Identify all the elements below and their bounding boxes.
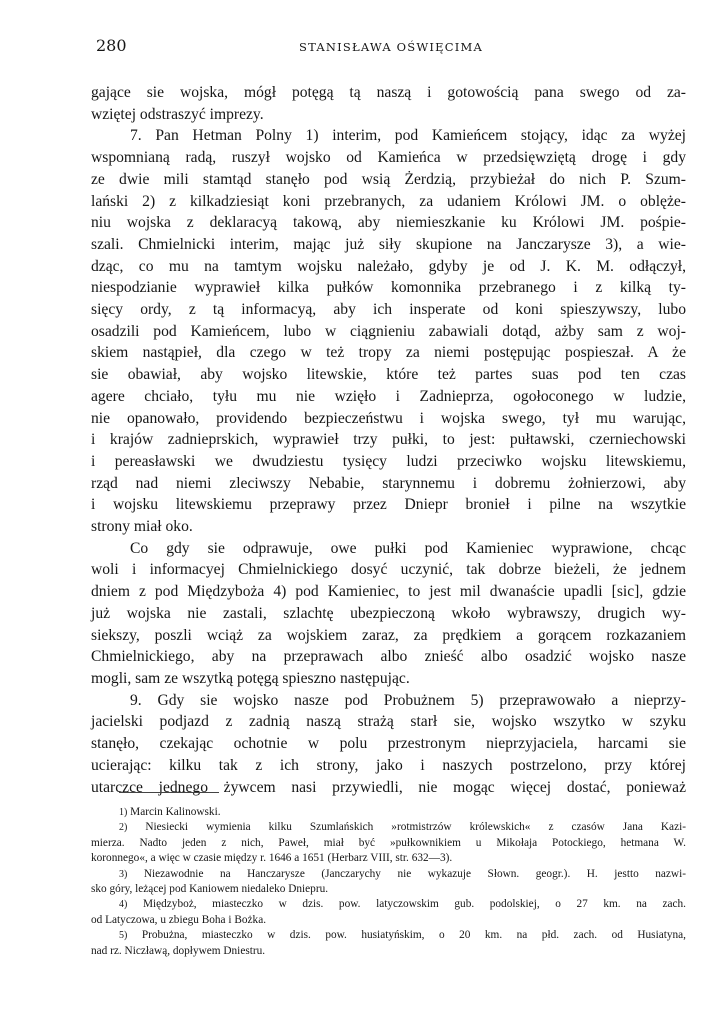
footnote xyxy=(91,897,686,912)
footnote-text: Niezawodnie na Hanczarysze (Janczarychy nie wykazuje Słown. geogr.). H. jestto nazwi- xyxy=(143,867,686,880)
footnote-separator xyxy=(119,792,219,793)
text-line: i wojsku litewskiemu przeprawy przez Dniepr bronieł i pilne na wszytkie xyxy=(91,496,686,514)
text-line: mogli, sam ze wszytką potęgą spieszno następując. xyxy=(91,669,410,687)
text-line: gające sie wojska, mógł potęgą tą naszą i gotowością pana swego od za- xyxy=(91,84,686,101)
text-line: utarczce jednego żywcem nasi przywiedli, nie mogąc więcej dostać, ponieważ xyxy=(91,778,686,796)
text-line: jacielski podjazd z zadnią naszą strażą starł sie, wojsko wszytko w szyku xyxy=(91,713,686,731)
footnote-text: Niesiecki wymienia kilku Szumlańskich »rotmistrzów królewskich« z czasów Jana Kazi- xyxy=(145,821,686,834)
footnote-mark: 3) xyxy=(119,868,128,880)
footnote xyxy=(91,928,686,943)
text-line: skiem nastąpieł, dla czego w też tropy za niemi postępując pospieszał. A że xyxy=(91,344,686,362)
footnote-line xyxy=(91,836,686,851)
footnote-mark: 4) xyxy=(119,899,128,911)
page-header xyxy=(96,36,686,58)
running-title: STANISŁAWA OŚWIĘCIMA xyxy=(299,40,483,54)
footnotes xyxy=(91,805,686,959)
footnote-line xyxy=(91,944,686,959)
footnote-line xyxy=(91,851,686,866)
text-line: siekszy, poszli wciąż za wojskiem zaraz, za prędkiem a gorącem rozkazaniem xyxy=(91,626,686,644)
text-line: woli i informacyej Chmielnickiego dosyć uczynić, tak dobrze bieżeli, że jednem xyxy=(91,561,686,579)
text-line: nie opanowało, providendo bezpieczeństwu i wojska swego, tył mu warując, xyxy=(91,409,686,427)
text-line: Chmielnickiego, aby na przeprawach albo znieść albo osadzić wojsko nasze xyxy=(91,648,686,666)
text-line: już wojska nie zastali, szlachtę ubezpieczoną wkoło wybrawszy, drugich wy- xyxy=(91,604,686,622)
text-line: szali. Chmielnicki interim, mając już siły skupione na Janczarysze 3), a wie- xyxy=(91,235,686,253)
text-line: i pereasławski we dwudziestu tysięcy ludzi przeciwko wojsku litewskiemu, xyxy=(91,452,686,470)
footnote-text: mierza. Nadto jeden z nich, Paweł, miał być »pułkownikiem u Mikołaja Potockiego, hetmana W. xyxy=(91,836,686,849)
footnote-text: Marcin Kalinowski. xyxy=(130,806,221,818)
text-line: sięcy ordy, z tą informacyą, aby ich insperate od koni spieszywszy, lubo xyxy=(91,301,686,319)
text-line: sie obawiał, aby wojsko litewskie, które też partes suas pod ten czas xyxy=(91,366,686,384)
text-line: agere chciało, tyłu mu nie wzięło i Zadnieprza, ogołoconego w ludzie, xyxy=(91,387,686,405)
text-line: niespodzianie wyprawieł kilka pułków komonnika przebranego i z kilką ty- xyxy=(91,279,686,297)
text-line: rząd nad niemi zleciwszy Nebabie, starynnemu i dobremu żołnierzowi, aby xyxy=(91,474,686,492)
footnote-line xyxy=(91,913,686,928)
footnote-mark: 2) xyxy=(119,822,128,834)
text-line: 9. Gdy sie wojsko nasze pod Probużnem 5) przeprawowało a nieprzy- xyxy=(130,691,686,709)
footnote-text: sko góry, leżącej pod Kaniowem niedaleko Dniepru. xyxy=(91,883,329,896)
footnote xyxy=(91,820,686,835)
footnote-text: nad rz. Niczławą, dopływem Dniestru. xyxy=(91,944,266,957)
page-number: 280 xyxy=(96,36,127,55)
footnote xyxy=(91,867,686,882)
footnote-mark: 5) xyxy=(119,930,128,942)
text-line: dniem z pod Międzyboża 4) pod Kamieniec, to jest mil dwanaście upadli [sic], gdzie xyxy=(91,583,686,601)
text-line: 7. Pan Hetman Polny 1) interim, pod Kamieńcem stojący, idąc za wyżej xyxy=(130,127,686,145)
text-line: wziętej odstraszyć imprezy. xyxy=(91,105,264,123)
text-line: ze dwie mili stamtąd stanęło pod wsią Żerdzią, przybieżał do nich P. Szum- xyxy=(91,170,686,188)
text-line: stanęło, czekając ochotnie w polu przestronym nieprzyjaciela, harcami sie xyxy=(91,735,686,753)
footnote-mark: 1) xyxy=(119,807,128,818)
text-line: osadzili pod Kamieńcem, lubo w ciągnieniu zabawiali dotąd, ażby sam z woj- xyxy=(91,322,686,340)
text-line: ucierając: kilku tak z ich strony, jako i naszych postrzelono, przy której xyxy=(91,756,686,774)
text-line: wspomnianą radą, ruszył wojsko od Kamieńca w przedsięwziętą drogę i gdy xyxy=(91,149,686,167)
footnote-text: od Latyczowa, u zbiegu Boha i Bożka. xyxy=(91,913,267,926)
text-line: dząc, co mu na tamtym wojsku należało, gdyby je od J. K. M. odłączył, xyxy=(91,257,686,275)
footnote xyxy=(91,805,686,820)
footnote-text: Probużna, miasteczko w dzis. pow. husiatyńskim, o 20 km. na płd. zach. od Husiatyna, xyxy=(141,929,686,942)
text-line: strony miał oko. xyxy=(91,518,193,536)
text-line: i krajów zadnieprskich, wyprawieł trzy pułki, to jest: pułtawski, czerniechowski xyxy=(91,431,686,449)
text-line: lański 2) z kilkadziesiąt koni przebranych, za udaniem Królowi JM. o oblęże- xyxy=(91,192,686,210)
footnote-line xyxy=(91,882,686,897)
main-text xyxy=(91,82,686,798)
text-line: Co gdy sie odprawuje, owe pułki pod Kamieniec wyprawione, chcąc xyxy=(130,539,686,557)
footnote-text: koronnego«, a więc w czasie między r. 1646 a 1651 (Herbarz VIII, str. 632—3). xyxy=(91,852,453,865)
text-line: niu wojska z deklaracyą takową, aby niemieszkanie ku Królowi JM. pośpie- xyxy=(91,214,686,232)
footnote-text: Międzyboż, miasteczko w dzis. pow. latyczowskim gub. podolskiej, o 27 km. na zach. xyxy=(142,898,686,911)
